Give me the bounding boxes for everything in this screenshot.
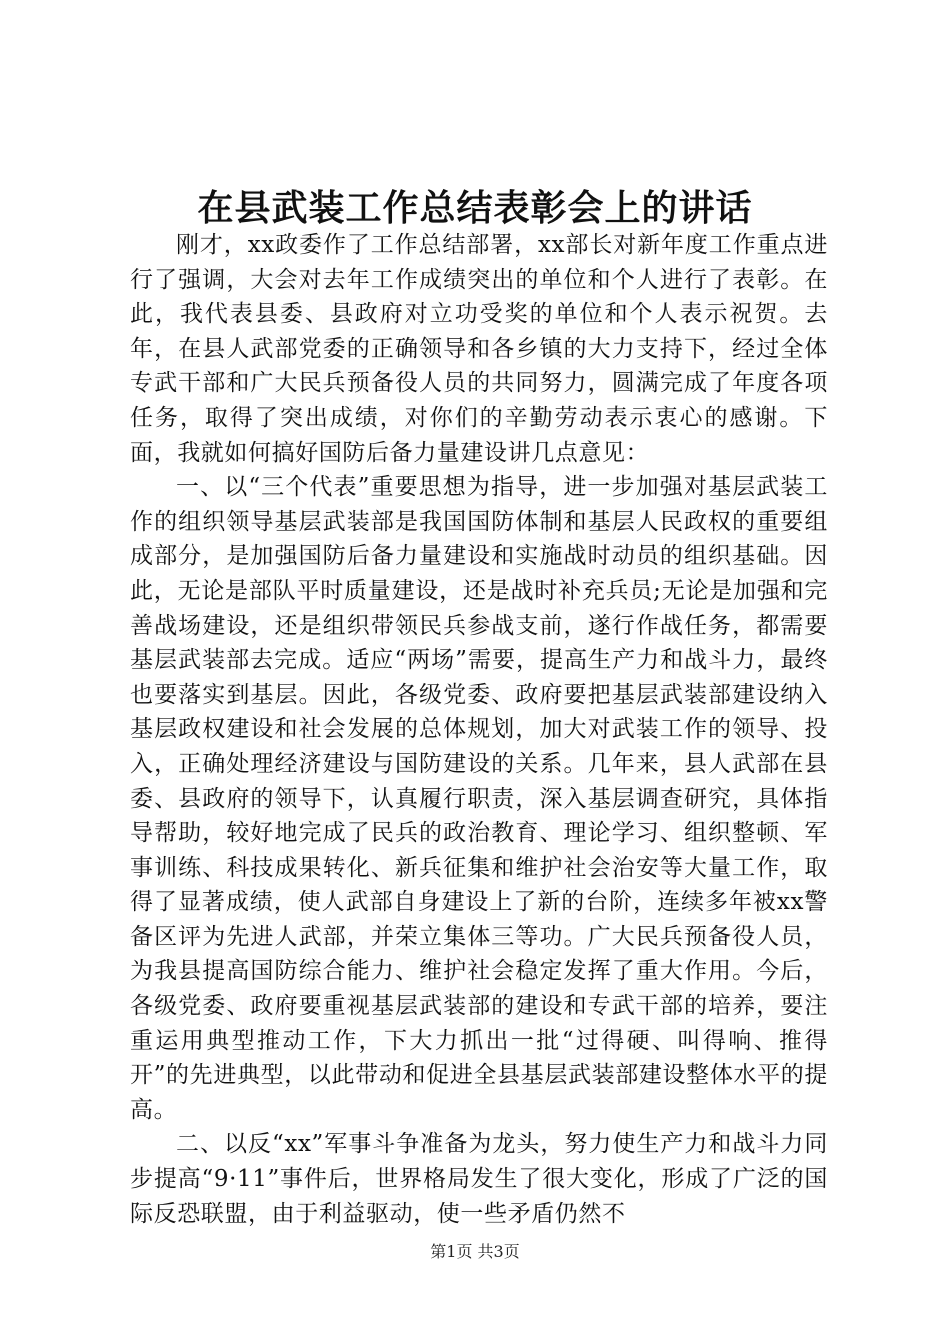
page-footer: 第1页 共3页 bbox=[430, 1242, 520, 1261]
paragraph-section-two: 二、以反“xx”军事斗争准备为龙头，努力使生产力和战斗力同步提高“9·11”事件后，世界格局发生了很大变化，形成了广泛的国际反恐联盟，由于利益驱动，使一些矛盾仍然不 bbox=[130, 1131, 828, 1227]
document-title: 在县武装工作总结表彰会上的讲话 bbox=[197, 187, 753, 229]
document-body bbox=[130, 228, 828, 1231]
paragraph-section-one: 一、以“三个代表”重要思想为指导，进一步加强对基层武装工作的组织领导基层武装部是我国国防体制和基层人民政权的重要组成部分，是加强国防后备力量建设和实施战时动员的组织基础。因此，无论是部队平时质量建设，还是战时补充兵员;无论是加强和完善战场建设，还是组织带领民兵参战支前，遂行作战任务，都需要基层武装部去完成。适应“两场”需要，提高生产力和战斗力，最终也要落实到基层。因此，各级党委、政府要把基层武装部建设纳入基层政权建设和社会发展的总体规划，加大对武装工作的领导、投入，正确处理经济建设与国防建设的关系。几年来，县人武部在县委、县政府的领导下，认真履行职责，深入基层调查研究，具体指导帮助，较好地完成了民兵的政治教育、理论学习、组织整顿、军事训练、科技成果转化、新兵征集和维护社会治安等大量工作，取得了显著成绩，使人武部自身建设上了新的台阶，连续多年被xx警备区评为先进人武部，并荣立集体三等功。广大民兵预备役人员，为我县提高国防综合能力、维护社会稳定发挥了重大作用。今后，各级党委、政府要重视基层武装部的建设和专武干部的培养，要注重运用典型推动工作，下大力抓出一批“过得硬、叫得响、推得开”的先进典型，以此带动和促进全县基层武装部建设整体水平的提高。 bbox=[130, 474, 828, 1123]
paragraph-intro: 刚才，xx政委作了工作总结部署，xx部长对新年度工作重点进行了强调，大会对去年工作成绩突出的单位和个人进行了表彰。在此，我代表县委、县政府对立功受奖的单位和个人表示祝贺。去年，在县人武部党委的正确领导和各乡镇的大力支持下，经过全体专武干部和广大民兵预备役人员的共同努力，圆满完成了年度各项任务，取得了突出成绩，对你们的辛勤劳动表示衷心的感谢。下面，我就如何搞好国防后备力量建设讲几点意见： bbox=[130, 232, 828, 466]
